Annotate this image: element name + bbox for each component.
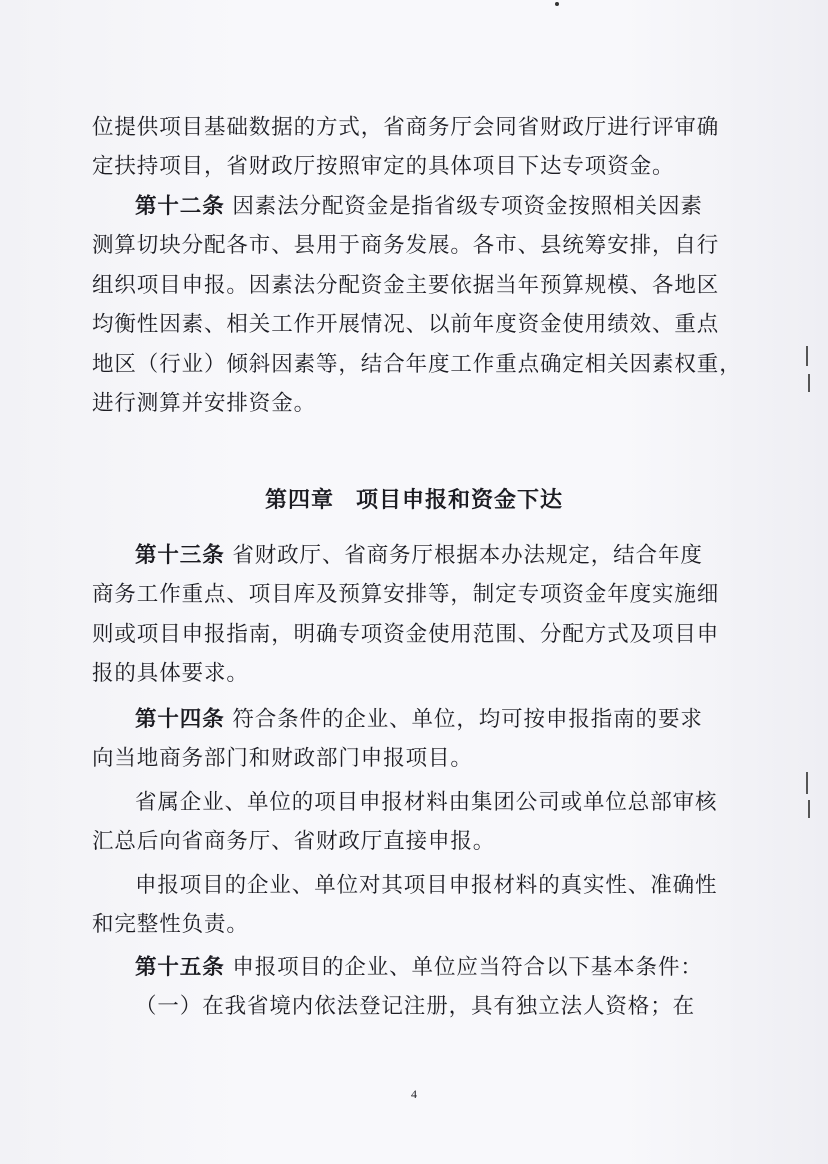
article-first-line: [92, 948, 732, 987]
text-line: 和完整性负责。: [92, 912, 249, 938]
text-line: 符合条件的企业、单位，均可按申报指南的要求: [232, 707, 703, 732]
text-line: 则或项目申报指南，明确专项资金使用范围、分配方式及项目申: [92, 621, 720, 647]
text-line: 省属企业、单位的项目申报材料由集团公司或单位总部审核: [135, 790, 718, 815]
list-item: （一）在我省境内依法登记注册，具有独立法人资格；在: [135, 994, 696, 1020]
text-line: 位提供项目基础数据的方式，省商务厅会同省财政厅进行评审确: [92, 115, 720, 140]
text-line: 申报项目的企业、单位对其项目申报材料的真实性、准确性: [135, 873, 718, 898]
article-label: 第十二条: [135, 194, 225, 219]
chapter-heading: [0, 483, 828, 514]
text-line: 报的具体要求。: [92, 661, 249, 687]
text-line: 测算切块分配各市、县用于商务发展。各市、县统筹安排，自行: [92, 233, 720, 259]
text-line: 因素法分配资金是指省级专项资金按照相关因素: [232, 194, 703, 219]
paragraph-continuation: [92, 108, 732, 187]
text-line: 省财政厅、省商务厅根据本办法规定，结合年度: [232, 543, 703, 568]
page-number: 4: [411, 1087, 417, 1101]
binding-mark: [808, 374, 810, 392]
text-line: 汇总后向省商务厅、省财政厅直接申报。: [92, 829, 496, 855]
article-label: 第十四条: [135, 707, 225, 732]
binding-mark: [806, 346, 808, 366]
article-first-line: [92, 536, 732, 575]
article-14-paragraph-3: [92, 866, 732, 945]
article-12: [92, 187, 742, 423]
binding-mark: [808, 800, 810, 818]
chapter-title: 项目申报和资金下达: [356, 487, 564, 513]
text-line: 定扶持项目，省财政厅按照审定的具体项目下达专项资金。: [92, 154, 675, 180]
article-first-line: [92, 700, 732, 739]
article-15: [92, 948, 732, 1027]
text-line: 地区（行业）倾斜因素等，结合年度工作重点确定相关因素权重，: [92, 351, 742, 377]
scan-dot: [555, 2, 559, 6]
article-13: [92, 536, 732, 694]
text-line: 组织项目申报。因素法分配资金主要依据当年预算规模、各地区: [92, 272, 720, 298]
binding-mark: [806, 772, 808, 794]
article-label: 第十五条: [135, 955, 225, 980]
chapter-number: 第四章: [264, 487, 334, 513]
text-line: 向当地商务部门和财政部门申报项目。: [92, 746, 473, 772]
article-label: 第十三条: [135, 543, 225, 568]
text-line: 申报项目的企业、单位应当符合以下基本条件：: [232, 955, 703, 980]
article-14: [92, 700, 732, 779]
text-line: 进行测算并安排资金。: [92, 390, 317, 416]
text-line: 均衡性因素、相关工作开展情况、以前年度资金使用绩效、重点: [92, 312, 720, 338]
article-first-line: [92, 187, 732, 226]
text-line: 商务工作重点、项目库及预算安排等，制定专项资金年度实施细: [92, 582, 720, 608]
article-14-paragraph-2: [92, 783, 732, 862]
